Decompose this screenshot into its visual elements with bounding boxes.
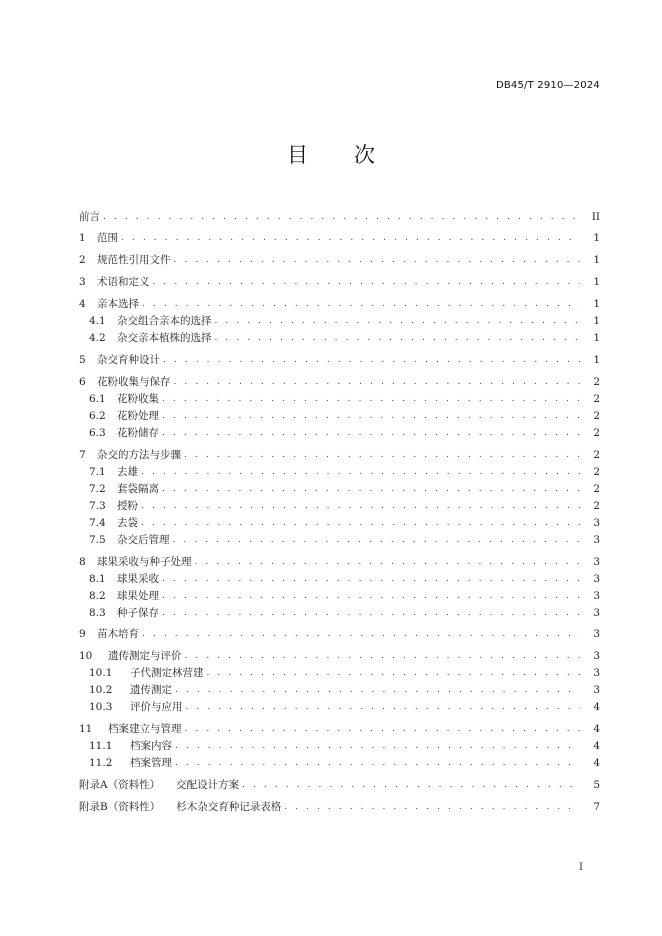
- toc-entry-number: 8.1: [89, 573, 106, 585]
- toc-dot-leader: [174, 254, 581, 266]
- toc-entry-label: 范围: [97, 232, 118, 244]
- toc-entry[interactable]: [79, 498, 600, 512]
- toc-entry[interactable]: [79, 799, 600, 813]
- toc-entry-number: 6.2: [89, 410, 106, 422]
- toc-dot-leader: [121, 232, 580, 244]
- toc-entry-label: 种子保存: [117, 607, 159, 619]
- toc-entry-number: 4.1: [89, 315, 106, 327]
- toc-entry[interactable]: [79, 230, 600, 244]
- toc-entry-page: 3: [593, 628, 600, 640]
- toc-entry-page: 1: [593, 298, 600, 310]
- toc-entry-number: 10: [79, 650, 93, 662]
- toc-entry-page: 1: [593, 232, 600, 244]
- toc-entry-page: 3: [593, 573, 600, 585]
- toc-entry-number: 附录B（资料性）: [79, 801, 161, 813]
- toc-entry-label: 球果采收与种子处理: [97, 556, 192, 568]
- toc-entry[interactable]: [79, 296, 600, 310]
- toc-entry[interactable]: [79, 408, 600, 422]
- toc-entry-page: 2: [593, 410, 600, 422]
- toc-entry-label: 苗木培育: [97, 628, 139, 640]
- toc-entry[interactable]: [79, 374, 600, 388]
- toc-entry-label: 杂交的方法与步骤: [97, 449, 181, 461]
- toc-dot-leader: [142, 628, 580, 640]
- toc-entry[interactable]: [79, 352, 600, 366]
- toc-entry-label: 套袋隔离: [117, 483, 159, 495]
- toc-entry-number: 11: [79, 723, 93, 735]
- page-number: I: [579, 862, 583, 873]
- toc-entry-number: 1: [79, 232, 86, 244]
- toc-entry-label: 球果处理: [117, 590, 159, 602]
- toc-dot-leader: [162, 590, 580, 602]
- toc-entry-label: 球果采收: [117, 573, 159, 585]
- toc-entry-label: 去雄: [117, 466, 138, 478]
- toc-entry-label: 花粉收集与保存: [97, 376, 171, 388]
- toc-dot-leader: [163, 354, 580, 366]
- toc-entry-page: 2: [593, 500, 600, 512]
- toc-entry-label: 花粉收集: [117, 393, 159, 405]
- toc-entry-label: 杂交亲本植株的选择: [117, 332, 212, 344]
- toc-entry[interactable]: [79, 755, 600, 769]
- toc-entry-page: 3: [593, 650, 600, 662]
- toc-entry[interactable]: [79, 425, 600, 439]
- toc-entry[interactable]: [79, 626, 600, 640]
- toc-dot-leader: [207, 667, 581, 679]
- toc-entry-page: 3: [593, 607, 600, 619]
- toc-entry-number: 8: [79, 556, 86, 568]
- toc-entry-page: II: [591, 211, 600, 223]
- toc-entry[interactable]: [79, 532, 600, 546]
- toc-entry[interactable]: [79, 588, 600, 602]
- toc-entry-page: 1: [593, 254, 600, 266]
- toc-entry-label: 亲本选择: [97, 298, 139, 310]
- toc-dot-leader: [162, 410, 580, 422]
- toc-dot-leader: [141, 466, 580, 478]
- toc-entry-page: 3: [593, 590, 600, 602]
- toc-entry[interactable]: [79, 682, 600, 696]
- toc-entry-label: 交配设计方案: [176, 779, 240, 791]
- toc-entry-label: 杂交组合亲本的选择: [117, 315, 212, 327]
- toc-entry[interactable]: [79, 665, 600, 679]
- toc-entry-number: 附录A（资料性）: [79, 779, 161, 791]
- toc-entry-number: 2: [79, 254, 86, 266]
- toc-entry[interactable]: [79, 209, 600, 223]
- toc-entry-page: 5: [593, 779, 600, 791]
- toc-title: 目次: [287, 143, 421, 167]
- toc-entry-number: 7.2: [89, 483, 106, 495]
- toc-entry-page: 1: [593, 332, 600, 344]
- toc-entry-label: 遗传测定与评价: [108, 650, 182, 662]
- toc-entry-page: 4: [593, 757, 600, 769]
- toc-dot-leader: [141, 517, 580, 529]
- toc-entry-page: 4: [593, 723, 600, 735]
- toc-entry[interactable]: [79, 515, 600, 529]
- toc-dot-leader: [153, 276, 581, 288]
- toc-entry-page: 3: [593, 534, 600, 546]
- toc-entry-number: 5: [79, 354, 86, 366]
- toc-entry[interactable]: [79, 554, 600, 568]
- toc-entry-number: 10.2: [89, 684, 113, 696]
- toc-entry-number: 4: [79, 298, 86, 310]
- toc-entry-page: 1: [593, 354, 600, 366]
- toc-dot-leader: [175, 740, 580, 752]
- toc-entry-number: 11.1: [89, 740, 113, 752]
- toc-dot-leader: [186, 701, 581, 713]
- toc-entry-label: 术语和定义: [97, 276, 150, 288]
- toc-entry-label: 档案管理: [130, 757, 172, 769]
- toc-entry[interactable]: [79, 738, 600, 752]
- toc-dot-leader: [215, 332, 581, 344]
- toc-entry-number: 6.3: [89, 427, 106, 439]
- toc-entry-number: 11.2: [89, 757, 113, 769]
- toc-entry[interactable]: [79, 571, 600, 585]
- toc-dot-leader: [175, 684, 580, 696]
- toc-entry[interactable]: [79, 391, 600, 405]
- toc-dot-leader: [195, 556, 581, 568]
- toc-entry-number: 8.2: [89, 590, 106, 602]
- toc-entry-label: 花粉处理: [117, 410, 159, 422]
- toc-dot-leader: [284, 801, 580, 813]
- toc-entry-page: 4: [593, 701, 600, 713]
- toc-entry-page: 4: [593, 740, 600, 752]
- toc-entry[interactable]: [79, 447, 600, 461]
- toc-entry-label: 档案建立与管理: [108, 723, 182, 735]
- toc-dot-leader: [162, 427, 580, 439]
- toc-entry-label: 花粉储存: [117, 427, 159, 439]
- toc-entry-number: 6.1: [89, 393, 106, 405]
- toc-entry-number: 4.2: [89, 332, 106, 344]
- toc-entry-number: 10.1: [89, 667, 113, 679]
- toc-dot-leader: [175, 757, 580, 769]
- toc-entry-label: 前言: [79, 211, 100, 223]
- toc-entry-number: 8.3: [89, 607, 106, 619]
- toc-entry-number: 7.3: [89, 500, 106, 512]
- toc-entry-page: 7: [593, 801, 600, 813]
- toc-entry-page: 3: [593, 556, 600, 568]
- toc-entry[interactable]: [79, 605, 600, 619]
- toc-dot-leader: [162, 393, 580, 405]
- toc-dot-leader: [215, 315, 581, 327]
- toc-dot-leader: [185, 650, 581, 662]
- toc-entry-number: 7.1: [89, 466, 106, 478]
- toc-entry[interactable]: [79, 330, 600, 344]
- toc-dot-leader: [162, 607, 580, 619]
- document-code: DB45/T 2910—2024: [495, 80, 600, 91]
- toc-entry-page: 3: [593, 684, 600, 696]
- toc-entry-page: 3: [593, 517, 600, 529]
- toc-entry-page: 3: [593, 667, 600, 679]
- toc-dot-leader: [103, 211, 580, 223]
- toc-dot-leader: [185, 723, 581, 735]
- toc-entry[interactable]: [79, 481, 600, 495]
- toc-entry-number: 3: [79, 276, 86, 288]
- toc-dot-leader: [141, 500, 580, 512]
- toc-dot-leader: [162, 483, 580, 495]
- toc-entry-page: 2: [593, 427, 600, 439]
- toc-entry-number: 7: [79, 449, 86, 461]
- toc-dot-leader: [162, 573, 580, 585]
- toc-dot-leader: [173, 534, 581, 546]
- toc-entry[interactable]: [79, 464, 600, 478]
- toc-entry[interactable]: [79, 777, 600, 791]
- toc-entry-number: 7.5: [89, 534, 106, 546]
- toc-entry[interactable]: [79, 699, 600, 713]
- toc-entry-label: 评价与应用: [130, 701, 183, 713]
- toc-entry-label: 规范性引用文件: [97, 254, 171, 266]
- toc-dot-leader: [184, 449, 580, 461]
- toc-entry[interactable]: [79, 648, 600, 662]
- toc-dot-leader: [142, 298, 580, 310]
- toc-dot-leader: [174, 376, 581, 388]
- toc-entry-page: 2: [593, 466, 600, 478]
- toc-entry[interactable]: [79, 252, 600, 266]
- toc-entry-label: 杉木杂交育种记录表格: [176, 801, 282, 813]
- toc-entry-page: 1: [593, 276, 600, 288]
- toc-entry[interactable]: [79, 274, 600, 288]
- toc-entry-page: 2: [593, 376, 600, 388]
- toc-entry-page: 2: [593, 483, 600, 495]
- toc-entry-label: 去袋: [117, 517, 138, 529]
- toc-dot-leader: [242, 779, 580, 791]
- toc-entry-label: 档案内容: [130, 740, 172, 752]
- toc-entry[interactable]: [79, 721, 600, 735]
- toc-entry-page: 2: [593, 449, 600, 461]
- toc-entry-number: 7.4: [89, 517, 106, 529]
- toc-entry[interactable]: [79, 313, 600, 327]
- toc-entry-page: 2: [593, 393, 600, 405]
- toc-entry-number: 10.3: [89, 701, 113, 713]
- toc-entry-number: 9: [79, 628, 86, 640]
- toc-entry-label: 授粉: [117, 500, 138, 512]
- toc-entry-number: 6: [79, 376, 86, 388]
- toc-entry-label: 子代测定林营建: [130, 667, 204, 679]
- toc-entry-label: 杂交后管理: [117, 534, 170, 546]
- toc-entry-label: 杂交育种设计: [97, 354, 160, 366]
- toc-entry-label: 遗传测定: [130, 684, 172, 696]
- toc-entry-page: 1: [593, 315, 600, 327]
